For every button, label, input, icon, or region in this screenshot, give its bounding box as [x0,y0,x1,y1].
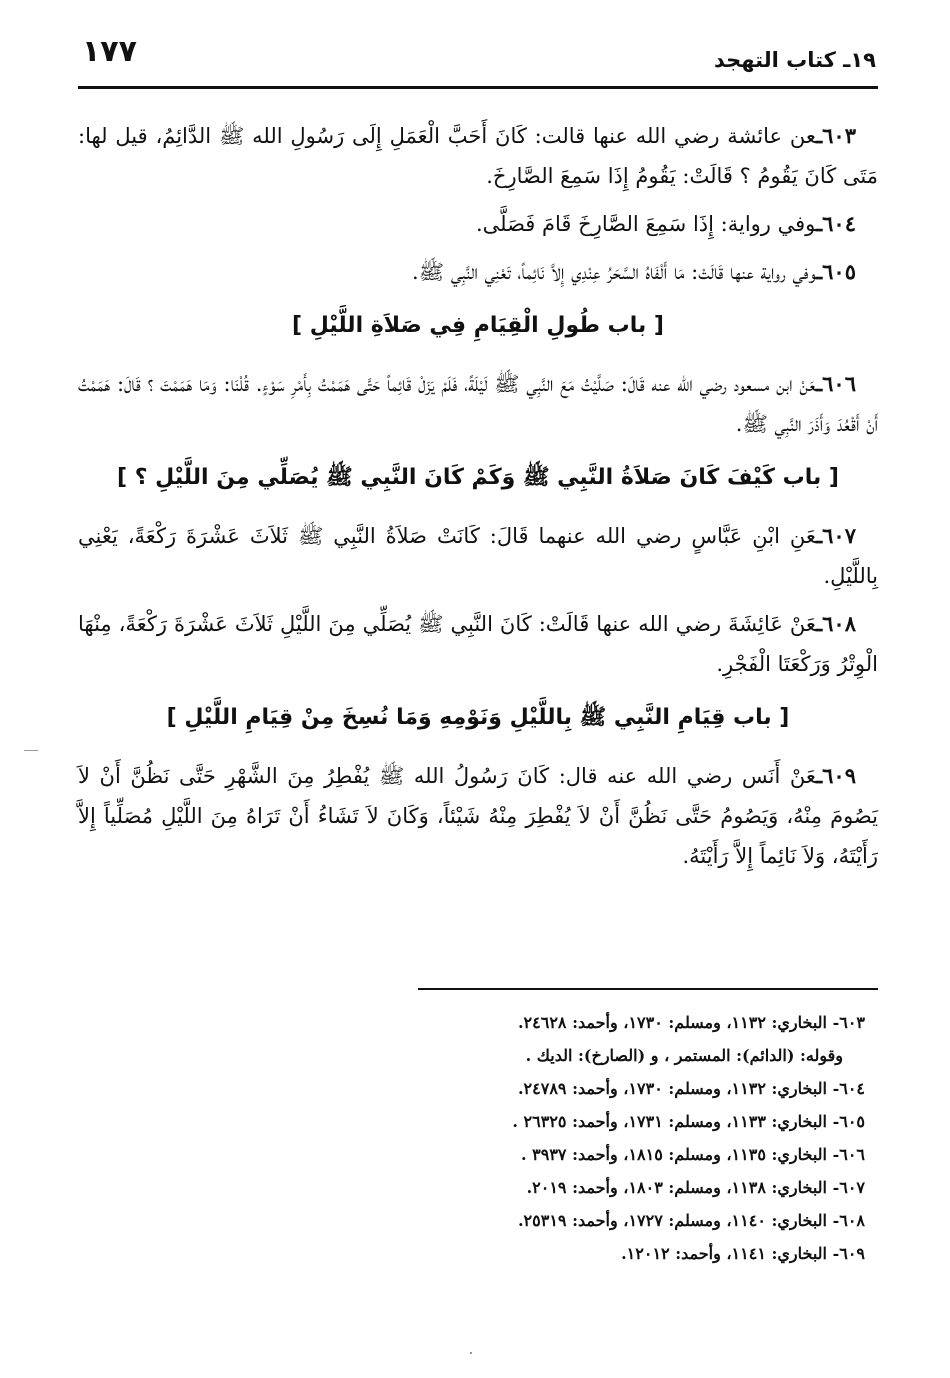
hadith-text: عَنْ ابن مسعود رضي الله عنه قَالَ: صَلَّيْتُ مَعَ النَّبِي ﷺ لَيْلَةً، فَلَمْ يَزَلْ قَائِماً حَتَّى هَمَمْتُ بِأَمْرِ سَوْءٍ. قُلْنَا: وَمَا هَمَمْتَ ؟ قَالَ: هَمَمْتُ أَنْ أَقْعُدَ وَأَذَرَ النَّبِي ﷺ. [78,372,878,436]
hadith-number: ٦٠٥ـ [816,259,856,284]
hadith-text: عَنِ ابْنِ عَبَّاسٍ رضي الله عنهما قَالَ: كَانَتْ صَلاَةُ النَّبِي ﷺ ثَلاَثَ عَشْرَةَ رَكْعَةً، يَعْنِي بِاللَّيْلِ. [78,524,878,588]
hadith-607 [78,516,878,596]
page-number: ١٧٧ [82,34,137,69]
header-rule [78,86,878,89]
footnote-rule [418,988,878,990]
hadith-number: ٦٠٣ـ [816,123,856,148]
hadith-number: ٦٠٧ـ [816,523,856,548]
hadith-604 [78,204,878,244]
hadith-603 [78,116,878,196]
chapter-title: ١٩ـ كتاب التهجد [714,48,876,72]
hadith-609 [78,756,878,876]
hadith-number: ٦٠٨ـ [816,611,856,636]
hadith-text: وفي رواية: إِذَا سَمِعَ الصَّارِخَ قَامَ فَصَلَّى. [475,212,816,236]
hadith-number: ٦٠٤ـ [816,211,856,236]
hadith-text: عَنْ عَائِشَةَ رضي الله عنها قَالَتْ: كَانَ النَّبِي ﷺ يُصَلِّي مِنَ اللَّيْلِ ثَلاَثَ عَشْرَةَ رَكْعَةً، مِنْهَا الْوِتْرُ وَرَكْعَتَا الْفَجْرِ. [78,612,878,676]
footnote-603: ٦٠٣- البخاري: ١١٣٢، ومسلم: ١٧٣٠، وأحمد: ٢٤٦٢٨. [517,1013,865,1032]
section-heading-prayer-count: [ باب كَيْفَ كَانَ صَلاَةُ النَّبِي ﷺ وَكَمْ كَانَ النَّبِي ﷺ يُصَلِّي مِنَ اللَّيْلِ ؟ ] [117,465,839,490]
section-heading-long-standing: [ باب طُولِ الْقِيَامِ فِي صَلاَةِ اللَّيْلِ ] [292,313,664,338]
page-header [78,30,878,92]
footnotes [78,1006,873,1270]
hadith-text: عن عائشة رضي الله عنها قالت: كَانَ أَحَبَّ الْعَمَلِ إِلَى رَسُولِ الله ﷺ الدَّائِمُ، قيل لها: مَتَى كَانَ يَقُومُ ؟ قَالَتْ: يَقُومُ إِذَا سَمِعَ الصَّارِخَ. [78,124,878,188]
main-text [78,116,878,884]
scan-dot [470,1352,472,1354]
footnote-603-gloss: وقوله: (الدائم): المستمر ، و (الصارخ): الديك . [525,1046,843,1065]
scan-edge-mark [24,750,38,751]
footnote-606: ٦٠٦- البخاري: ١١٣٥، ومسلم: ١٨١٥، وأحمد: ٣٩٣٧ . [521,1145,865,1164]
hadith-number: ٦٠٦ـ [816,371,856,396]
footnote-609: ٦٠٩- البخاري: ١١٤١، وأحمد: ١٢٠١٢. [621,1244,865,1263]
hadith-number: ٦٠٩ـ [816,763,856,788]
footnote-604: ٦٠٤- البخاري: ١١٣٢، ومسلم: ١٧٣٠، وأحمد: ٢٤٧٨٩. [517,1079,865,1098]
hadith-606 [78,364,878,444]
hadith-608 [78,604,878,684]
hadith-605 [78,252,878,292]
footnote-605: ٦٠٥- البخاري: ١١٣٣، ومسلم: ١٧٣١، وأحمد: ٢٦٣٢٥ . [512,1112,865,1131]
hadith-text: عَنْ أَنَس رضي الله عنه قال: كَانَ رَسُولُ الله ﷺ يُفْطِرُ مِنَ الشَّهْرِ حَتَّى نَظُنَّ أَنْ لاَ يَصُومَ مِنْهُ، وَيَصُومُ حَتَّى نَظُنَّ أَنْ لاَ يُفْطِرَ مِنْهُ شَيْئاً، وَكَانَ لاَ تَشَاءُ أَنْ تَرَاهُ مِنَ اللَّيْلِ مُصَلِّياً إِلاَّ رَأَيْتَهُ، وَلاَ نَائِماً إِلاَّ رَأَيْتَهُ. [78,764,878,868]
footnote-607: ٦٠٧- البخاري: ١١٣٨، ومسلم: ١٨٠٣، وأحمد: ٢٠١٩. [526,1178,865,1197]
hadith-text: وفي رواية عنها قَالَتْ: مَا أَلْفَاهُ السَّحَرُ عِنْدِي إِلاَّ نَائِماً، تَعْنِي النَّبِي ﷺ. [412,260,816,284]
footnote-608: ٦٠٨- البخاري: ١١٤٠، ومسلم: ١٧٢٧، وأحمد: ٢٥٣١٩. [517,1211,865,1230]
section-heading-night-standing: [ باب قِيَامِ النَّبِي ﷺ بِاللَّيْلِ وَنَوْمِهِ وَمَا نُسِخَ مِنْ قِيَامِ اللَّيْلِ ] [166,705,790,730]
